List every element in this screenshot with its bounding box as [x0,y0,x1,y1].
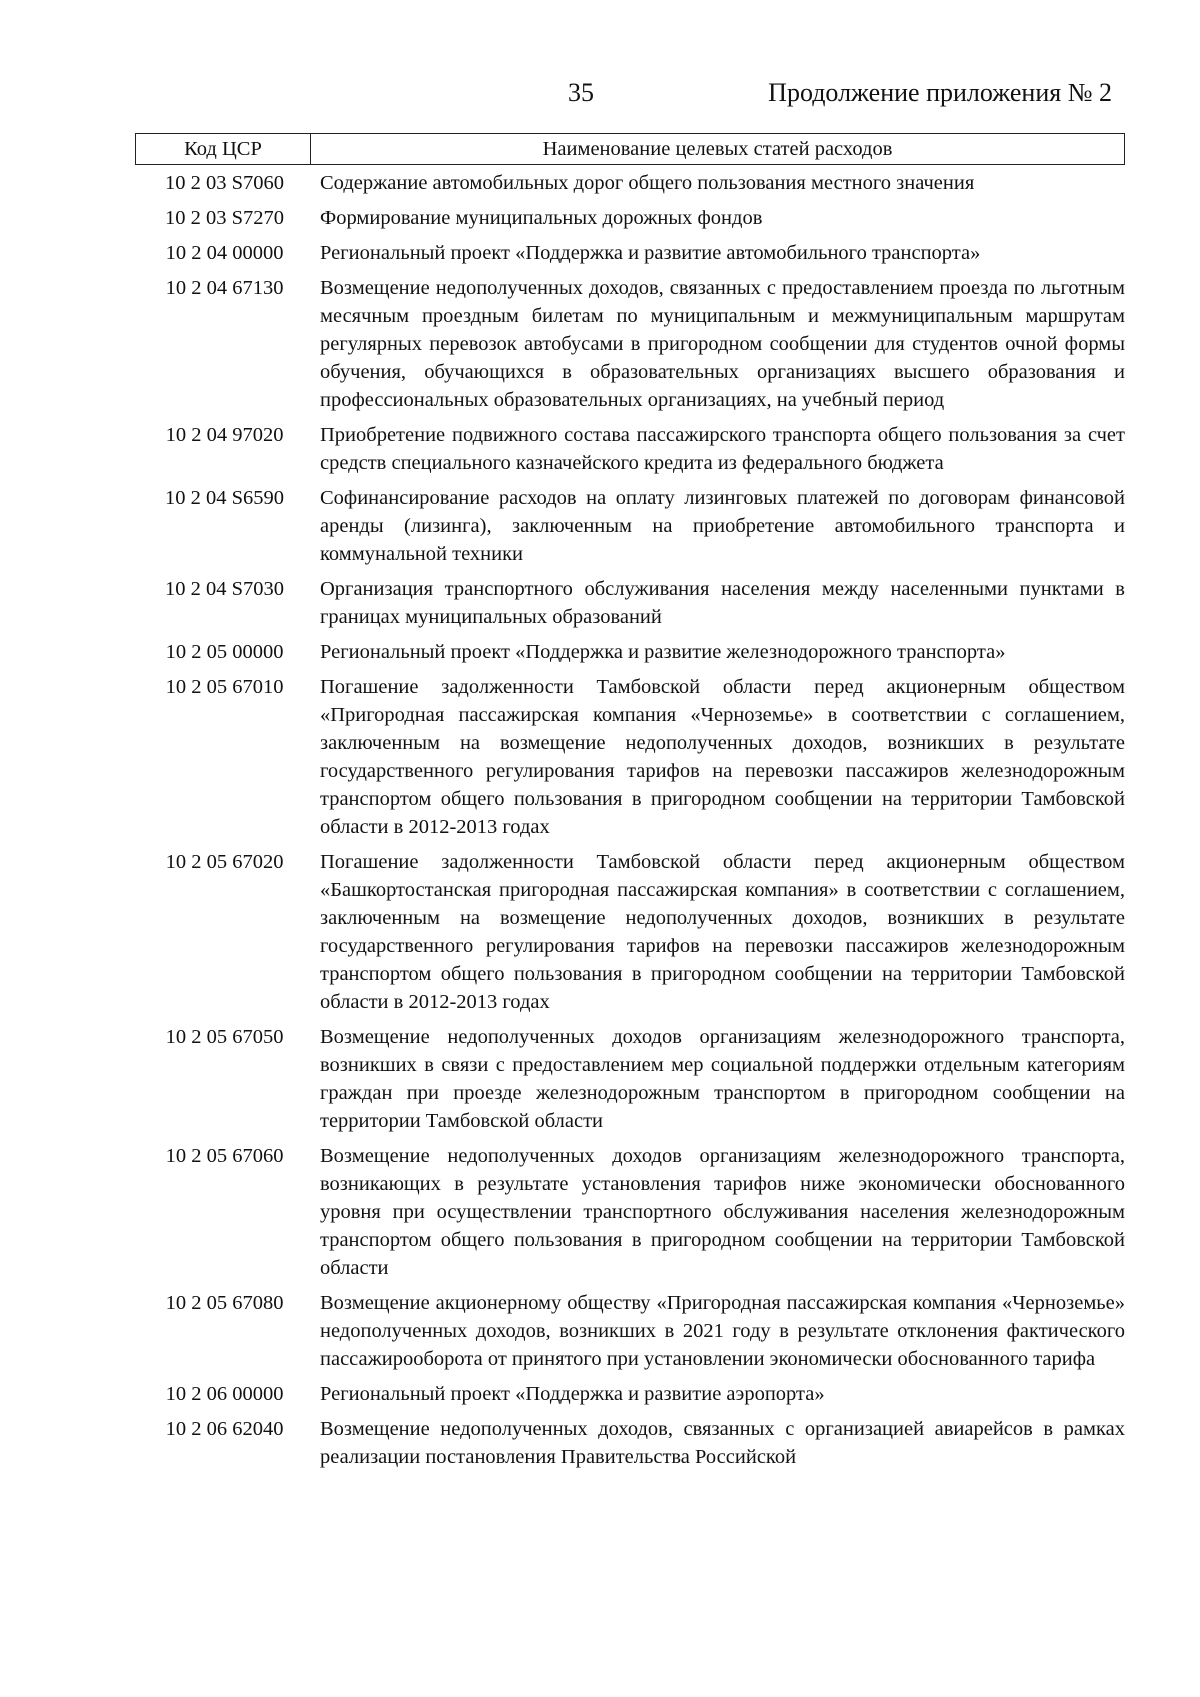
row-code: 10 2 06 00000 [165,1383,284,1405]
row-code: 10 2 05 00000 [165,641,284,663]
header-code: Код ЦСР [136,134,311,164]
row-name: Софинансирование расходов на оплату лизинговых платежей по договорам финансовой аренды (лизинга), заключенным на приобретение автомобильного транспорта и коммунальной техники [320,487,1125,565]
row-name: Организация транспортного обслуживания населения между населенными пунктами в границах муниципальных образований [320,578,1125,628]
row-name: Приобретение подвижного состава пассажирского транспорта общего пользования за счет средств специального казначейского кредита из федерального бюджета [320,424,1125,474]
row-name: Возмещение недополученных доходов организациям железнодорожного транспорта, возникающих в результате установления тарифов ниже экономически обоснованного уровня при осуществлении транспортного обслуживания населения железнодорожным транспортом общего пользования в пригородном сообщении на территории Тамбовской области [320,1145,1125,1279]
row-name: Возмещение акционерному обществу «Пригородная пассажирская компания «Черноземье» недополученных доходов, возникших в 2021 году в результате отклонения фактического пассажирооборота от принятого при установлении экономически обоснованного тарифа [320,1292,1125,1370]
row-code: 10 2 05 67080 [165,1292,284,1314]
row-code: 10 2 04 S7030 [164,578,285,600]
row-name: Региональный проект «Поддержка и развитие автомобильного транспорта» [320,242,981,264]
row-name: Региональный проект «Поддержка и развитие аэропорта» [320,1383,825,1405]
row-name: Возмещение недополученных доходов организациям железнодорожного транспорта, возникших в связи с предоставлением мер социальной поддержки отдельным категориям граждан при проезде железнодорожным транспортом в пригородном сообщении на территории Тамбовской области [320,1026,1125,1132]
appendix-label: Продолжение приложения № 2 [768,78,1112,107]
table-row [135,274,1125,414]
row-name: Погашение задолженности Тамбовской области перед акционерным обществом «Башкортостанская пригородная пассажирская компания» в соответствии с соглашением, заключенным на возмещение недополученных доходов, возникших в результате государственного регулирования тарифов на перевозки пассажиров железнодорожным транспортом общего пользования в пригородном сообщении на территории Тамбовской области в 2012-2013 годах [320,851,1125,1013]
table-row [135,421,1125,477]
table-row [135,169,1125,197]
row-name: Региональный проект «Поддержка и развитие железнодорожного транспорта» [320,641,1006,663]
row-name: Содержание автомобильных дорог общего пользования местного значения [320,172,975,194]
table-header [135,133,1125,165]
table-row [135,575,1125,631]
row-code: 10 2 03 S7060 [164,172,285,194]
table-row [135,673,1125,841]
row-code: 10 2 05 67050 [165,1026,284,1048]
table-body [135,169,1125,1471]
table-row [135,204,1125,232]
table-row [135,848,1125,1016]
row-name: Погашение задолженности Тамбовской области перед акционерным обществом «Пригородная пассажирская компания «Черноземье» в соответствии с соглашением, заключенным на возмещение недополученных доходов, возникших в результате государственного регулирования тарифов на перевозки пассажиров железнодорожным транспортом общего пользования в пригородном сообщении на территории Тамбовской области в 2012-2013 годах [320,676,1125,838]
row-code: 10 2 05 67060 [165,1145,284,1167]
table-row [135,1380,1125,1408]
row-code: 10 2 05 67020 [165,851,284,873]
page-number: 35 [568,78,594,107]
row-code: 10 2 04 67130 [165,277,284,299]
table-row [135,484,1125,568]
row-code: 10 2 06 62040 [165,1418,284,1440]
row-code: 10 2 04 00000 [165,242,284,264]
row-code: 10 2 04 97020 [165,424,284,446]
table-row [135,1289,1125,1373]
row-code: 10 2 04 S6590 [164,487,285,509]
expense-items-table [135,133,1125,1478]
row-code: 10 2 05 67010 [165,676,284,698]
table-row [135,1142,1125,1282]
table-row [135,239,1125,267]
row-name: Формирование муниципальных дорожных фондов [320,207,763,229]
table-row [135,1415,1125,1471]
row-name: Возмещение недополученных доходов, связанных с организацией авиарейсов в рамках реализации постановления Правительства Российской [320,1418,1125,1468]
table-row [135,638,1125,666]
table-row [135,1023,1125,1135]
row-name: Возмещение недополученных доходов, связанных с предоставлением проезда по льготным месячным проездным билетам по муниципальным и межмуниципальным маршрутам регулярных перевозок автобусами в пригородном сообщении для студентов очной формы обучения, обучающихся в образовательных организациях высшего образования и профессиональных образовательных организациях, на учебный период [320,277,1125,411]
header-name: Наименование целевых статей расходов [542,138,893,160]
row-code: 10 2 03 S7270 [164,207,285,229]
